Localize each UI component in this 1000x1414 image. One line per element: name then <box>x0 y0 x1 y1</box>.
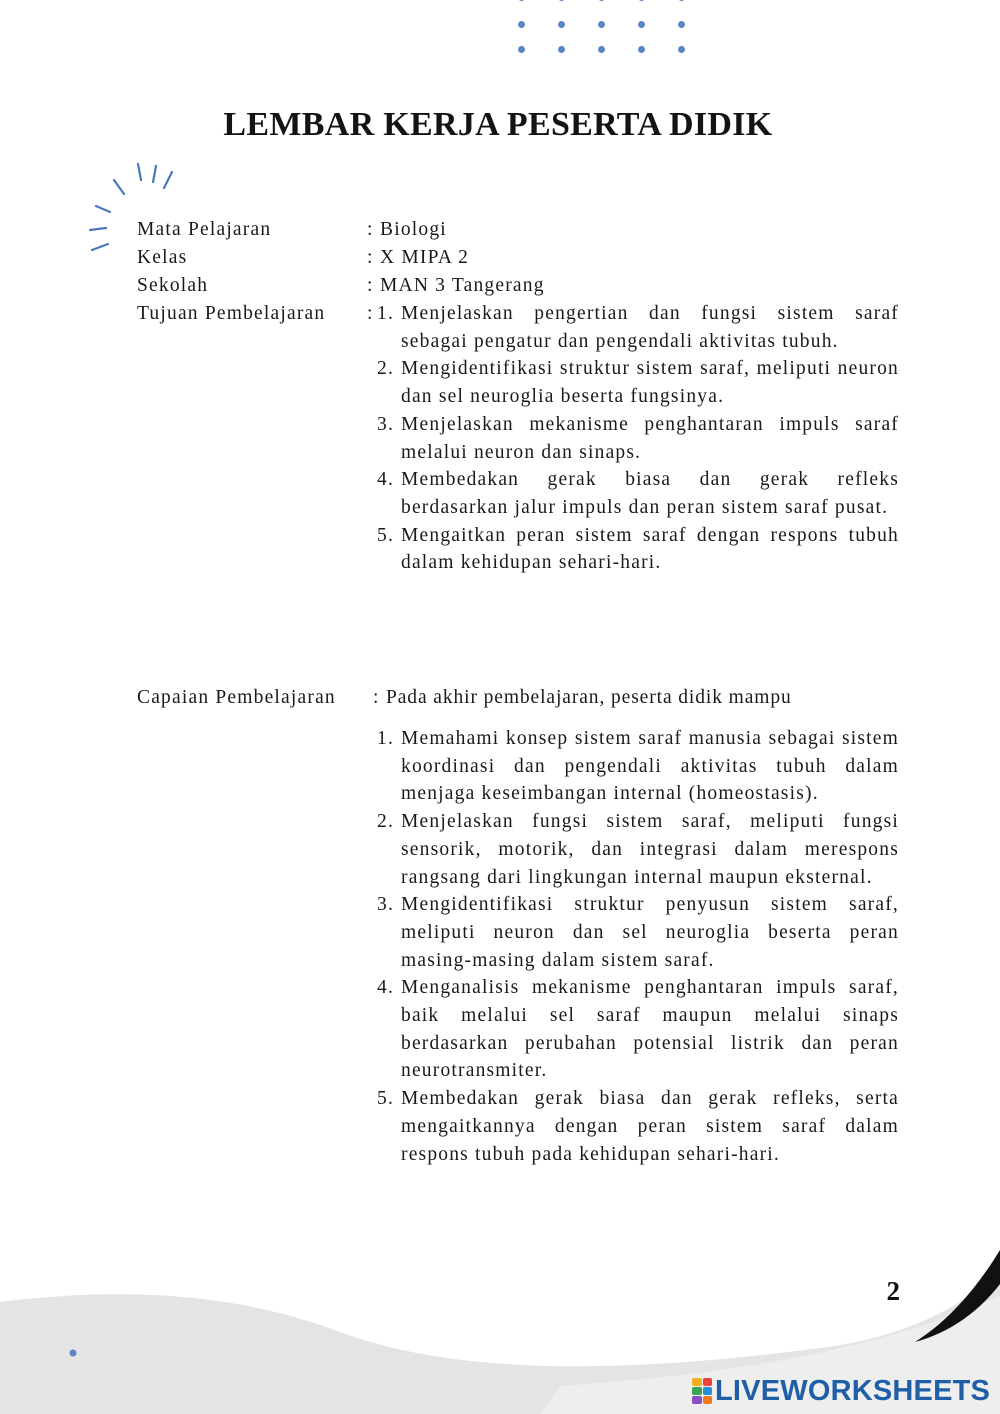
liveworksheets-brand[interactable] <box>692 1374 990 1408</box>
school-label: Sekolah <box>137 275 209 296</box>
subject-colon: : <box>367 219 374 240</box>
list-item: 5. Membedakan gerak biasa dan gerak refleks, serta mengaitkannya dengan peran sistem saraf dalam respons tubuh pada kehidupan sehari-hari. <box>377 1088 899 1165</box>
school-value: MAN 3 Tangerang <box>380 275 545 296</box>
school-row <box>137 272 917 300</box>
list-item: 3. Mengidentifikasi struktur penyusun sistem saraf, meliputi neuron dan sel neuroglia beserta peran masing-masing dalam sistem saraf. <box>377 894 899 971</box>
list-item: 1. Menjelaskan pengertian dan fungsi sistem saraf sebagai pengatur dan pengendali aktivitas tubuh. <box>377 303 899 352</box>
outcomes-label: Capaian Pembelajaran <box>137 687 336 708</box>
class-label: Kelas <box>137 247 188 268</box>
subject-label: Mata Pelajaran <box>137 219 272 240</box>
list-item: 2. Menjelaskan fungsi sistem saraf, meliputi fungsi sensorik, motorik, dan integrasi dalam merespons rangsang dari lingkungan internal maupun eksternal. <box>377 811 899 888</box>
objectives-colon: : <box>367 303 374 324</box>
list-item: 3. Menjelaskan mekanisme penghantaran impuls saraf melalui neuron dan sinaps. <box>377 413 899 463</box>
class-value: X MIPA 2 <box>380 247 470 268</box>
page-number: 2 <box>886 1276 900 1306</box>
outcomes-list <box>377 725 899 1168</box>
list-item: 4. Menganalisis mekanisme penghantaran impuls saraf, baik melalui sel saraf maupun melalui sinaps berdasarkan perubahan potensial listrik dan peran neurotransmiter. <box>377 977 899 1082</box>
objectives-label: Tujuan Pembelajaran <box>137 303 326 324</box>
class-colon: : <box>367 247 374 268</box>
school-colon: : <box>367 275 374 296</box>
page-title: LEMBAR KERJA PESERTA DIDIK <box>223 106 773 143</box>
list-item: 2. Mengidentifikasi struktur sistem saraf, meliputi neuron dan sel neuroglia beserta fungsinya. <box>377 358 899 408</box>
outcomes-colon: : <box>373 687 379 708</box>
list-item: 1. Memahami konsep sistem saraf manusia sebagai sistem koordinasi dan pengendali aktivitas tubuh dalam menjaga keseimbangan internal (homeostasis). <box>377 728 899 805</box>
subject-value: Biologi <box>380 219 447 240</box>
objectives-list <box>377 300 899 577</box>
decorative-dot-grid <box>510 0 700 64</box>
class-row <box>137 244 917 272</box>
subject-row <box>137 216 917 244</box>
liveworksheets-wordmark: LIVEWORKSHEETS <box>715 1374 991 1407</box>
list-item: 5. Mengaitkan peran sistem saraf dengan respons tubuh dalam kehidupan sehari-hari. <box>377 524 899 574</box>
list-item: 4. Membedakan gerak biasa dan gerak refleks berdasarkan jalur impuls dan peran sistem saraf pusat. <box>377 469 899 518</box>
liveworksheets-logo-icon <box>692 1378 712 1404</box>
outcomes-intro: Pada akhir pembelajaran, peserta didik mampu <box>386 687 792 708</box>
